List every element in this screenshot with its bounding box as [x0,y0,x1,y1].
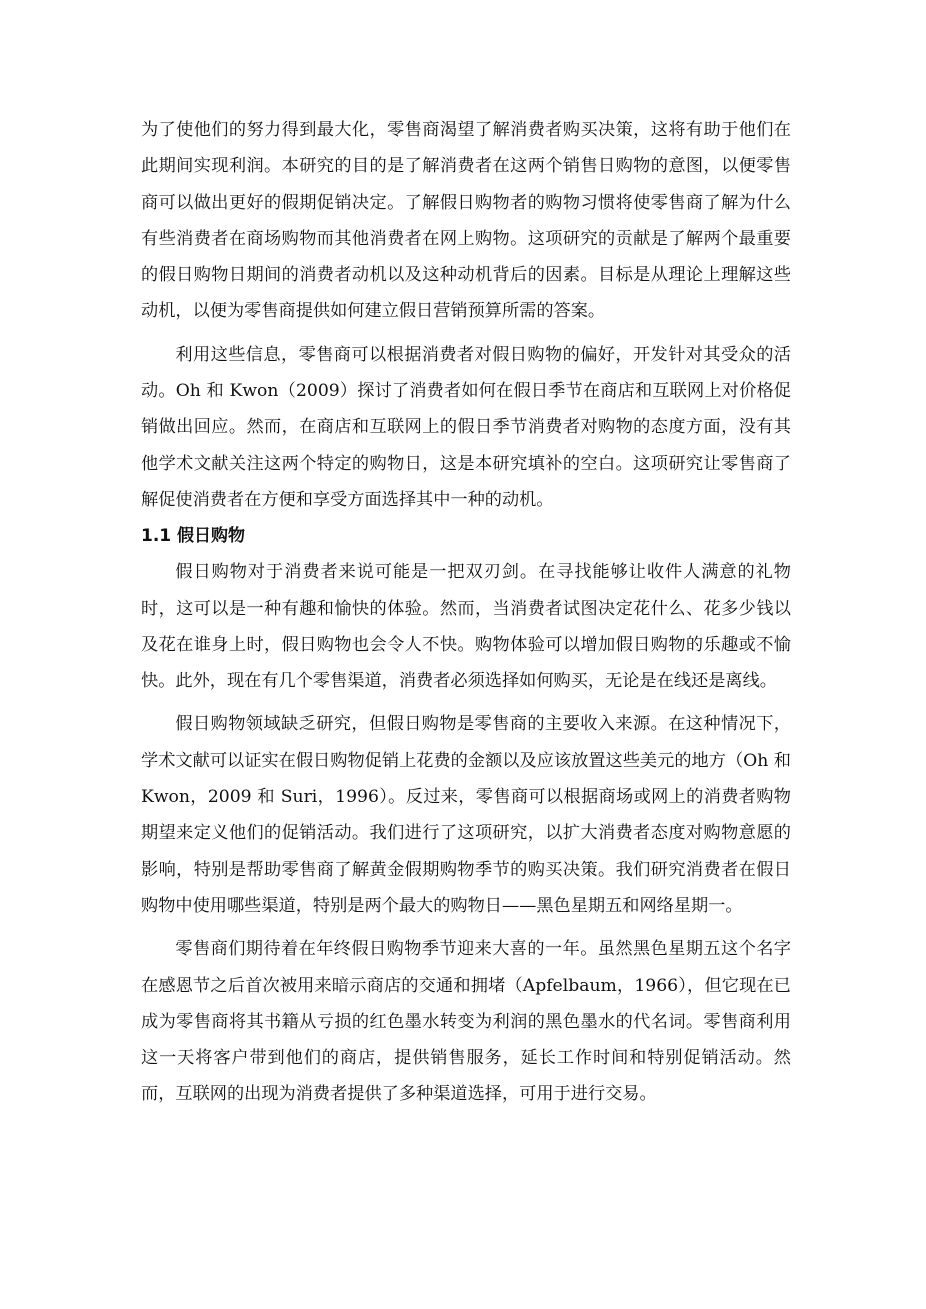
body-paragraph-4: 假日购物领域缺乏研究，但假日购物是零售商的主要收入来源。在这种情况下，学术文献可以证实在假日购物促销上花费的金额以及应该放置这些美元的地方（Oh 和 Kwon，2009 和 Suri，1996）。反过来，零售商可以根据商场或网上的消费者购物期望来定义他们的促销活动。我们进行了这项研究，以扩大消费者态度对购物意愿的影响，特别是帮助零售商了解黄金假期购物季节的购买决策。我们研究消费者在假日购物中使用哪些渠道，特别是两个最大的购物日——黑色星期五和网络星期一。 [141,714,791,916]
document-body [141,112,791,1113]
body-paragraph-2: 利用这些信息，零售商可以根据消费者对假日购物的偏好，开发针对其受众的活动。Oh 和 Kwon（2009）探讨了消费者如何在假日季节在商店和互联网上对价格促销做出回应。然而，在商店和互联网上的假日季节消费者对购物的态度方面，没有其他学术文献关注这两个特定的购物日，这是本研究填补的空白。这项研究让零售商了解促使消费者在方便和享受方面选择其中一种的动机。 [141,344,791,510]
body-paragraph-5: 零售商们期待着在年终假日购物季节迎来大喜的一年。虽然黑色星期五这个名字在感恩节之后首次被用来暗示商店的交通和拥堵（Apfelbaum，1966），但它现在已成为零售商将其书籍从亏损的红色墨水转变为利润的黑色墨水的代名词。零售商利用这一天将客户带到他们的商店，提供销售服务，延长工作时间和特别促销活动。然而，互联网的出现为消费者提供了多种渠道选择，可用于进行交易。 [141,939,791,1105]
section-heading: 1.1 假日购物 [141,526,246,547]
body-paragraph-3: 假日购物对于消费者来说可能是一把双刃剑。在寻找能够让收件人满意的礼物时，这可以是一种有趣和愉快的体验。然而，当消费者试图决定花什么、花多少钱以及花在谁身上时，假日购物也会令人不快。购物体验可以增加假日购物的乐趣或不愉快。此外，现在有几个零售渠道，消费者必须选择如何购买，无论是在线还是离线。 [141,562,791,692]
body-paragraph-1: 为了使他们的努力得到最大化，零售商渴望了解消费者购买决策，这将有助于他们在此期间实现利润。本研究的目的是了解消费者在这两个销售日购物的意图，以便零售商可以做出更好的假期促销决定。了解假日购物者的购物习惯将使零售商了解为什么有些消费者在商场购物而其他消费者在网上购物。这项研究的贡献是了解两个最重要的假日购物日期间的消费者动机以及这种动机背后的因素。目标是从理论上理解这些动机，以便为零售商提供如何建立假日营销预算所需的答案。 [141,120,791,322]
